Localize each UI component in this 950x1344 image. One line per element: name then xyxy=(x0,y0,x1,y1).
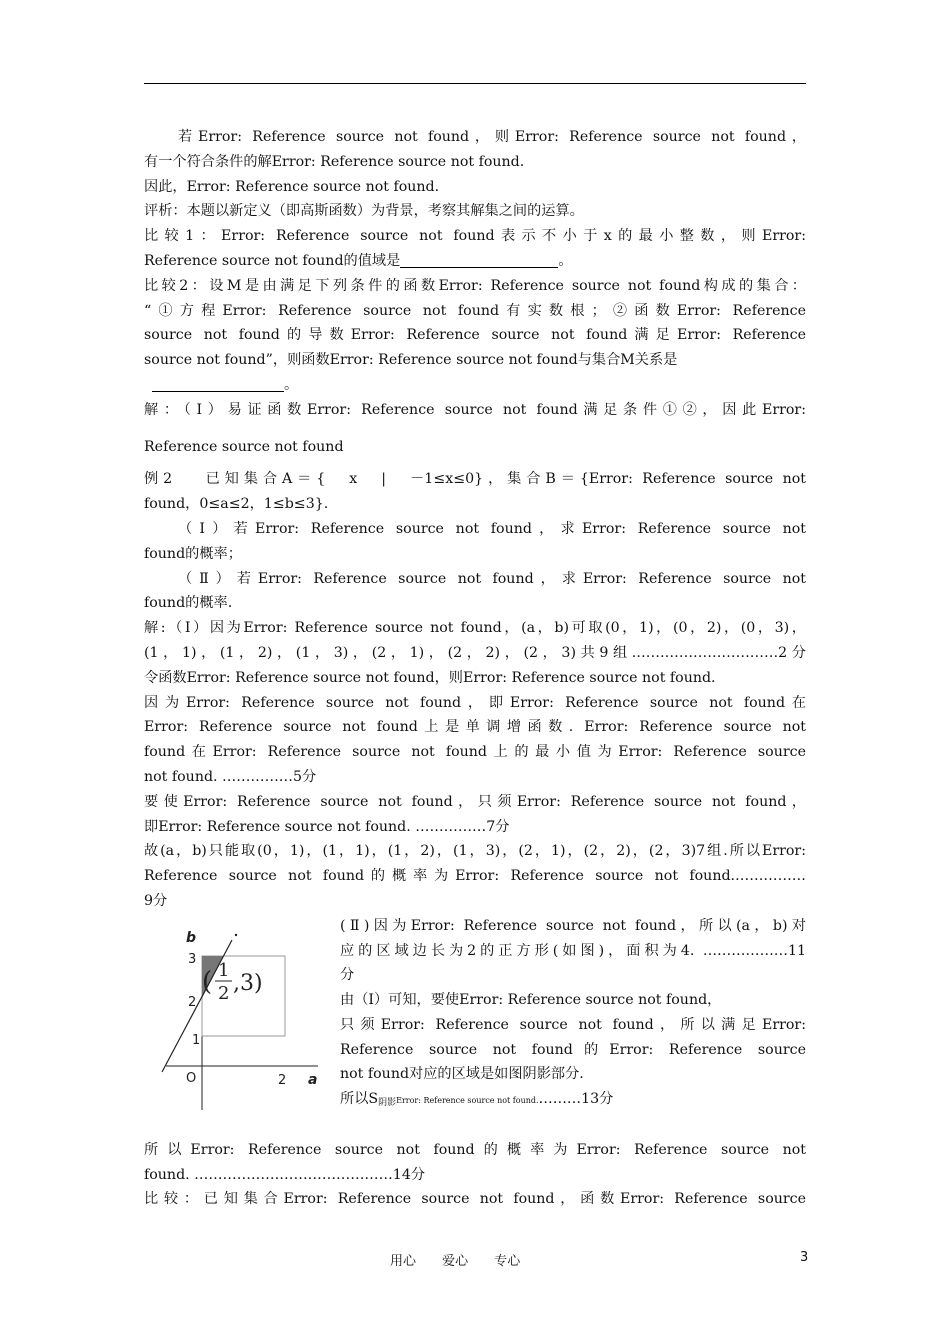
text-line: found，0≤a≤2，1≤b≤3}. xyxy=(144,496,329,513)
text-line: “①方程Error: Reference source not found有实数根；②函数Error: Reference xyxy=(144,302,806,319)
text-line: （Ⅰ）若Error: Reference source not found，求Error: Reference source not xyxy=(178,520,806,537)
text-line: （Ⅱ）若Error: Reference source not found，求Error: Reference source not xyxy=(178,570,806,587)
text-fragment: 。 xyxy=(284,376,299,393)
text-line: 比较2：设M是由满足下列条件的函数Error: Reference source not found构成的集合： xyxy=(144,277,806,294)
text-line xyxy=(144,373,806,398)
text-line: (Ⅱ)因为Error: Reference source not found，所以(a，b)对 xyxy=(340,917,806,934)
text-line: 比较：已知集合Error: Reference source not found，函数Error: Reference source xyxy=(144,1191,806,1208)
axis-b-label: b xyxy=(186,929,197,946)
tick-label-2x: 2 xyxy=(278,1072,287,1088)
text-line: 评析：本题以新定义（即高斯函数）为背景，考察其解集之间的运算。 xyxy=(144,203,584,220)
text-line: source not found”，则函数Error: Reference source not found与集合M关系是 xyxy=(144,352,678,369)
text-line: 分 xyxy=(340,967,355,984)
text-line: not found对应的区域是如图阴影部分. xyxy=(340,1066,584,1083)
subscript: 阴影 xyxy=(378,1098,397,1109)
tick-label-1: 1 xyxy=(192,1032,201,1048)
solution-line: Error: Reference source not found上是单调增函数. Error: Reference source not xyxy=(144,719,806,736)
header-rule xyxy=(144,83,806,84)
figure-row xyxy=(144,914,806,1138)
document-body xyxy=(144,125,806,1212)
text-line xyxy=(144,249,806,274)
text-line: 解：（Ⅰ）易证函数Error: Reference source not found满足条件①②，因此Error: xyxy=(144,401,806,418)
shaded-area-line xyxy=(340,1087,806,1112)
text-line: 有一个符合条件的解Error: Reference source not found. xyxy=(144,153,525,170)
solution-line: 解:（Ⅰ）因为Error: Reference source not found，(a，b)可取(0，1)，(0，2)，(0，3)， xyxy=(144,620,806,637)
axis-a-label: a xyxy=(308,1071,318,1088)
solution-line: 故(a，b)只能取(0，1)，(1，1)，(1，2)，(1，3)，(2，1)，(2，2)，(2，3)7组.所以Error: xyxy=(144,843,806,860)
text-line: Reference source not found xyxy=(144,438,344,455)
text-fragment: 所以S xyxy=(340,1091,379,1108)
text-fragment: Reference source not found的值域是 xyxy=(144,252,401,269)
text-line: 比较1：Error: Reference source not found表示不小于x的最小整数，则Error: xyxy=(144,228,806,245)
text-line: source not found的导数Error: Reference source not found满足Error: Reference xyxy=(144,327,806,344)
tick-label-3: 3 xyxy=(188,951,197,967)
text-line: 由（Ⅰ）可知，要使Error: Reference source not found， xyxy=(340,992,722,1009)
origin-label: O xyxy=(186,1070,197,1086)
page-number: 3 xyxy=(800,1250,809,1265)
example-title-line: 例2 已知集合A＝{ x | －1≤x≤0}，集合B＝{Error: Reference source not xyxy=(144,471,806,488)
figure-side-text xyxy=(340,914,806,1112)
page-footer: 用心 爱心 专心 xyxy=(390,1254,521,1269)
text-fragment: ………13分 xyxy=(538,1091,614,1108)
solution-line: not found. ……………5分 xyxy=(144,768,317,785)
solution-line: (1，1)，(1，2)，(1，3)，(2，1)，(2，2)，(2，3)共9组.…………………………2分 xyxy=(144,644,806,661)
answer-blank xyxy=(400,251,558,268)
text-line: 若Error: Reference source not found，则Error: Reference source not found， xyxy=(178,129,806,145)
region-diagram xyxy=(152,924,332,1124)
error-small-text: Error: Reference source not found. xyxy=(396,1096,539,1106)
text-line: found的概率； xyxy=(144,545,242,562)
text-line: found的概率. xyxy=(144,595,233,612)
text-line: 只须Error: Reference source not found，所以满足Error: xyxy=(340,1016,806,1033)
text-line: 因此，Error: Reference source not found. xyxy=(144,178,440,195)
solution-line: 要使Error: Reference source not found，只须Error: Reference source not found， xyxy=(144,793,806,810)
text-fragment: 。 xyxy=(558,252,573,269)
tick-label-2y: 2 xyxy=(188,994,197,1010)
answer-blank xyxy=(152,375,284,392)
dot-marker xyxy=(235,934,237,936)
point-label-rest: ,3) xyxy=(233,970,263,996)
solution-line: Reference source not found的概率为Error: Reference source not found.…………… xyxy=(144,868,806,885)
point-label-numerator: 1 xyxy=(218,959,230,981)
text-line: 所以Error: Reference source not found的概率为Error: Reference source not xyxy=(144,1141,806,1158)
solution-line: 令函数Error: Reference source not found，则Error: Reference source not found. xyxy=(144,669,716,686)
solution-line: 即Error: Reference source not found. ……………7分 xyxy=(144,818,510,835)
solution-line: 9分 xyxy=(144,892,168,909)
point-label-denominator: 2 xyxy=(218,982,230,1004)
point-label-open: ( xyxy=(202,966,213,997)
solution-line: 因为Error: Reference source not found，即Error: Reference source not found在 xyxy=(144,694,806,711)
text-line: found. ……………………………………14分 xyxy=(144,1166,426,1183)
text-line: 应的区域边长为2的正方形(如图)，面积为4. ………………11 xyxy=(340,942,806,959)
solution-line: found在Error: Reference source not found上的最小值为Error: Reference source xyxy=(144,744,806,761)
text-line: Reference source not found的Error: Reference source xyxy=(340,1041,806,1058)
